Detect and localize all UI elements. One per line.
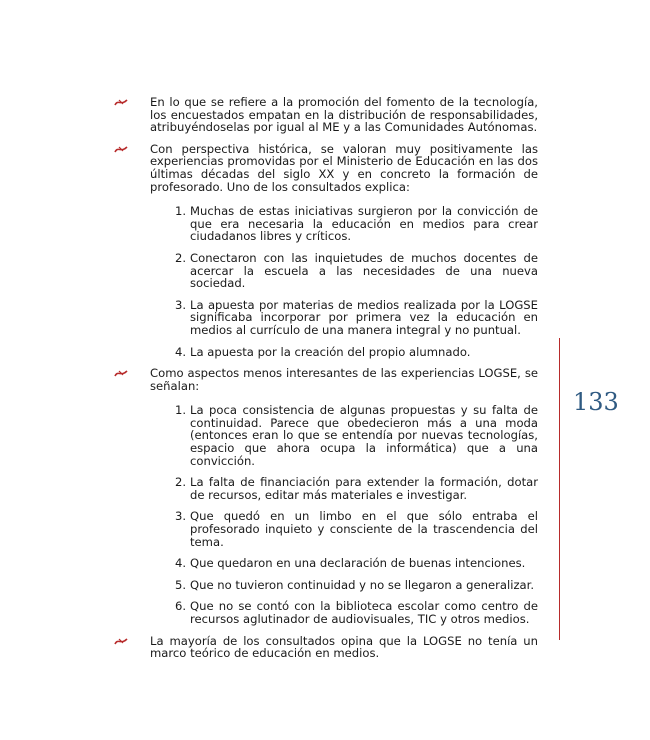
bullet-text: Con perspectiva histórica, se valoran muy positivamente las experiencias promovidas por el Ministerio de Educación en las dos últimas décadas del siglo XX y en concreto la formación de profesorado. Uno de los consultados explica: [150, 141, 538, 194]
bullet-text: En lo que se refiere a la promoción del fomento de la tecnología, los encuestados empatan en la distribución de responsabilidades, atribuyéndoselas por igual al ME y a las Comunidades Autónomas. [150, 95, 538, 135]
decorative-bullet-icon [114, 96, 128, 108]
list-item [114, 404, 538, 467]
list-item-number: 1. [174, 403, 186, 418]
list-item-text: Que quedó en un limbo en el que sólo entraba el profesorado inquieto y consciente de la trascendencia del tema. [190, 509, 538, 549]
list-item [114, 476, 538, 501]
list-item-number: 6. [174, 599, 186, 614]
list-item [114, 346, 538, 359]
list-item-text: La poca consistencia de algunas propuestas y su falta de continuidad. Parece que obedecieron más a una moda (entonces eran lo que se entendía por nuevas tecnologías, espacio que ahora ocupa la informática) que a una convicción. [190, 403, 538, 468]
list-item-text: La apuesta por materias de medios realizada por la LOGSE significaba incorporar por primera vez la educación en medios al currículo de una manera integral y no puntual. [190, 297, 538, 337]
list-item-text: Conectaron con las inquietudes de muchos docentes de acercar la escuela a las necesidades de una nueva sociedad. [190, 250, 538, 291]
numbered-list [114, 404, 538, 625]
bullet-paragraph [114, 635, 538, 660]
list-item [114, 600, 538, 625]
list-item-text: Que no tuvieron continuidad y no se llegaron a generalizar. [190, 577, 535, 592]
numbered-list [114, 205, 538, 358]
list-item-number: 4. [174, 556, 186, 571]
list-item-text: Que quedaron en una declaración de buenas intenciones. [190, 556, 526, 571]
list-item [114, 510, 538, 548]
list-item-text: Muchas de estas iniciativas surgieron por la convicción de que era necesaria la educación en medios para crear ciudadanos libres y críticos. [190, 204, 538, 244]
decorative-bullet-icon [114, 143, 128, 155]
list-item [114, 557, 538, 570]
list-item-number: 2. [174, 250, 186, 265]
list-item-number: 3. [174, 297, 186, 312]
list-item [114, 579, 538, 592]
bullet-paragraph [114, 96, 538, 134]
list-item [114, 299, 538, 337]
decorative-bullet-icon [114, 635, 128, 647]
bullet-text: Como aspectos menos interesantes de las experiencias LOGSE, se señalan: [150, 366, 538, 393]
decorative-bullet-icon [114, 367, 128, 379]
list-item-text: Que no se contó con la biblioteca escolar como centro de recursos aglutinador de audiovisuales, TIC y otros medios. [190, 599, 538, 626]
list-item-text: La falta de financiación para extender la formación, dotar de recursos, editar más materiales e investigar. [190, 475, 538, 502]
list-item-number: 1. [174, 204, 186, 219]
bullet-text: La mayoría de los consultados opina que la LOGSE no tenía un marco teórico de educación en medios. [150, 633, 538, 661]
list-item [114, 252, 538, 290]
list-item-number: 2. [174, 475, 186, 490]
document-body [114, 96, 538, 669]
page-number: 133 [573, 388, 619, 416]
list-item-number: 5. [174, 577, 186, 592]
list-item [114, 205, 538, 243]
bullet-paragraph [114, 367, 538, 392]
list-item-text: La apuesta por la creación del propio alumnado. [190, 344, 471, 359]
margin-rule [559, 338, 560, 640]
list-item-number: 4. [174, 344, 186, 359]
bullet-paragraph [114, 143, 538, 193]
list-item-number: 3. [174, 509, 186, 524]
